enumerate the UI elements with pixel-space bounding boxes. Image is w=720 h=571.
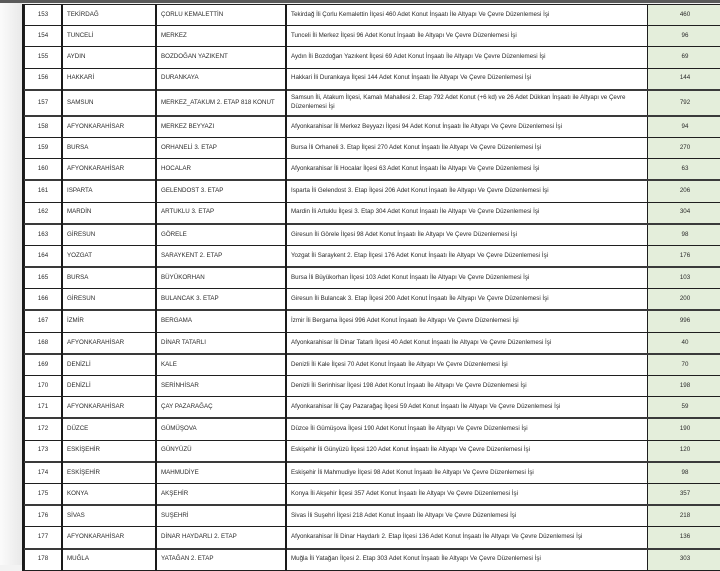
row-number-cell: 169: [25, 354, 63, 376]
district-cell: SERİNHİSAR: [156, 376, 286, 397]
row-number-cell: 168: [25, 332, 63, 354]
city-cell: AFYONKARAHİSAR: [62, 527, 156, 549]
district-cell: MERKEZ BEYYAZI: [156, 116, 286, 138]
row-number-cell: 165: [25, 267, 63, 289]
housing-count-cell: 996: [648, 310, 720, 332]
table-row: [25, 418, 720, 440]
district-cell: GELENDOST 3. ETAP: [156, 180, 286, 202]
district-cell: ÇORLU KEMALETTİN: [156, 5, 286, 26]
row-number-cell: 175: [25, 483, 63, 505]
table-row: [25, 440, 720, 462]
table-row: [25, 68, 720, 90]
description-cell: Eskişehir İli Mahmudiye İlçesi 98 Adet Konut İnşaatı İle Altyapı Ve Çevre Düzenlemesi İşi: [286, 462, 648, 484]
row-number-cell: 173: [25, 440, 63, 462]
city-cell: AFYONKARAHİSAR: [62, 159, 156, 181]
description-cell: Düzce İli Gümüşova İlçesi 190 Adet Konut İnşaatı İle Altyapı Ve Çevre Düzenlemesi İşi: [286, 418, 648, 440]
housing-count-cell: 40: [648, 332, 720, 354]
row-number-cell: 174: [25, 462, 63, 484]
district-cell: SARAYKENT 2. ETAP: [156, 245, 286, 267]
city-cell: AFYONKARAHİSAR: [62, 397, 156, 419]
table-row: [25, 289, 720, 311]
district-cell: AKŞEHİR: [156, 483, 286, 505]
row-number-cell: 156: [25, 68, 63, 90]
row-number-cell: 167: [25, 310, 63, 332]
description-cell: Bursa İli Büyükorhan İlçesi 103 Adet Konut İnşaatı İle Altyapı Ve Çevre Düzenlemesi İşi: [286, 267, 648, 289]
city-cell: KONYA: [62, 483, 156, 505]
table-row: [25, 310, 720, 332]
description-cell: Afyonkarahisar İli Merkez Beyyazı İlçesi 94 Adet Konut İnşaatı İle Altyapı Ve Çevre Düzenlemesi İşi: [286, 116, 648, 138]
housing-count-cell: 120: [648, 440, 720, 462]
row-number-cell: 161: [25, 180, 63, 202]
district-cell: MAHMUDİYE: [156, 462, 286, 484]
city-cell: ESKİŞEHİR: [62, 440, 156, 462]
district-cell: YATAĞAN 2. ETAP: [156, 549, 286, 571]
district-cell: KALE: [156, 354, 286, 376]
housing-count-cell: 136: [648, 527, 720, 549]
city-cell: DENİZLİ: [62, 376, 156, 397]
city-cell: SAMSUN: [62, 90, 156, 116]
description-cell: Tekirdağ İli Çorlu Kemalettin İlçesi 460 Adet Konut İnşaatı İle Altyapı Ve Çevre Düzenlemesi İşi: [286, 5, 648, 26]
description-cell: Muğla İli Yatağan İlçesi 2. Etap 303 Adet Konut İnşaatı İle Altyapı Ve Çevre Düzenlemesi İşi: [286, 549, 648, 571]
housing-count-cell: 70: [648, 354, 720, 376]
row-number-cell: 178: [25, 549, 63, 571]
table-row: [25, 505, 720, 527]
table-row: [25, 245, 720, 267]
district-cell: BÜYÜKORHAN: [156, 267, 286, 289]
housing-count-cell: 103: [648, 267, 720, 289]
district-cell: GÜMÜŞOVA: [156, 418, 286, 440]
city-cell: BURSA: [62, 137, 156, 158]
city-cell: ESKİŞEHİR: [62, 462, 156, 484]
description-cell: Aydın İli Bozdoğan Yazıkent İlçesi 69 Adet Konut İnşaatı İle Altyapı Ve Çevre Düzenlemesi İşi: [286, 47, 648, 68]
city-cell: YOZGAT: [62, 245, 156, 267]
page-margin: [0, 3, 22, 565]
row-number-cell: 157: [25, 90, 63, 116]
description-cell: Mardin İli Artuklu İlçesi 3. Etap 304 Adet Konut İnşaatı İle Altyapı Ve Çevre Düzenlemesi İşi: [286, 202, 648, 224]
housing-count-cell: 59: [648, 397, 720, 419]
district-cell: ÇAY PAZARAĞAÇ: [156, 397, 286, 419]
district-cell: DURANKAYA: [156, 68, 286, 90]
table-row: [25, 332, 720, 354]
table-row: [25, 354, 720, 376]
city-cell: TEKİRDAĞ: [62, 5, 156, 26]
district-cell: DİNAR HAYDARLI 2. ETAP: [156, 527, 286, 549]
row-number-cell: 164: [25, 245, 63, 267]
description-cell: Yozgat İli Saraykent 2. Etap İlçesi 176 Adet Konut İnşaatı İle Altyapı Ve Çevre Düzenlemesi İşi: [286, 245, 648, 267]
city-cell: MUĞLA: [62, 549, 156, 571]
row-number-cell: 160: [25, 159, 63, 181]
description-cell: Giresun İli Görele İlçesi 98 Adet Konut İnşaatı İle Altyapı Ve Çevre Düzenlemesi İşi: [286, 224, 648, 246]
district-cell: SUŞEHRİ: [156, 505, 286, 527]
table-row: [25, 527, 720, 549]
city-cell: ISPARTA: [62, 180, 156, 202]
row-number-cell: 166: [25, 289, 63, 311]
description-cell: Denizli İli Kale İlçesi 70 Adet Konut İnşaatı İle Altyapı Ve Çevre Düzenlemesi İşi: [286, 354, 648, 376]
description-cell: Sivas İli Suşehri İlçesi 218 Adet Konut İnşaatı İle Altyapı Ve Çevre Düzenlemesi İşi: [286, 505, 648, 527]
housing-count-cell: 198: [648, 376, 720, 397]
housing-projects-table: [24, 4, 720, 571]
table-row: [25, 397, 720, 419]
description-cell: Afyonkarahisar İli Çay Pazarağaç İlçesi 59 Adet Konut İnşaatı İle Altyapı Ve Çevre Düzenlemesi İşi: [286, 397, 648, 419]
table-row: [25, 549, 720, 571]
row-number-cell: 177: [25, 527, 63, 549]
row-number-cell: 170: [25, 376, 63, 397]
district-cell: BOZDOĞAN YAZIKENT: [156, 47, 286, 68]
city-cell: HAKKARİ: [62, 68, 156, 90]
description-cell: Bursa İli Orhaneli 3. Etap İlçesi 270 Adet Konut İnşaatı İle Altyapı Ve Çevre Düzenlemesi İşi: [286, 137, 648, 158]
description-cell: Tunceli İli Merkez İlçesi 96 Adet Konut İnşaatı İle Altyapı Ve Çevre Düzenlemesi İşi: [286, 26, 648, 47]
table-row: [25, 180, 720, 202]
description-cell: Afyonkarahisar İli Dinar Tatarlı İlçesi 40 Adet Konut İnşaatı İle Altyapı Ve Çevre Düzenlemesi İşi: [286, 332, 648, 354]
district-cell: GÜNYÜZÜ: [156, 440, 286, 462]
city-cell: İZMİR: [62, 310, 156, 332]
table-row: [25, 137, 720, 158]
description-cell: Eskişehir İli Günyüzü İlçesi 120 Adet Konut İnşaatı İle Altyapı Ve Çevre Düzenlemesi İşi: [286, 440, 648, 462]
table-row: [25, 47, 720, 68]
row-number-cell: 171: [25, 397, 63, 419]
table-row: [25, 483, 720, 505]
row-number-cell: 153: [25, 5, 63, 26]
city-cell: AYDIN: [62, 47, 156, 68]
description-cell: Afyonkarahisar İli Dinar Haydarlı 2. Etap İlçesi 136 Adet Konut İnşaatı İle Altyapı Ve Çevre Düzenlemesi İşi: [286, 527, 648, 549]
housing-count-cell: 98: [648, 462, 720, 484]
housing-count-cell: 176: [648, 245, 720, 267]
table-row: [25, 376, 720, 397]
housing-count-cell: 69: [648, 47, 720, 68]
row-number-cell: 155: [25, 47, 63, 68]
city-cell: SİVAS: [62, 505, 156, 527]
city-cell: GİRESUN: [62, 224, 156, 246]
table-row: [25, 159, 720, 181]
housing-count-cell: 792: [648, 90, 720, 116]
table-row: [25, 116, 720, 138]
city-cell: BURSA: [62, 267, 156, 289]
table-row: [25, 462, 720, 484]
housing-count-cell: 96: [648, 26, 720, 47]
table-row: [25, 26, 720, 47]
district-cell: DİNAR TATARLI: [156, 332, 286, 354]
housing-count-cell: 303: [648, 549, 720, 571]
table-row: [25, 90, 720, 116]
housing-count-cell: 304: [648, 202, 720, 224]
description-cell: Giresun İli Bulancak 3. Etap İlçesi 200 Adet Konut İnşaatı İle Altyapı Ve Çevre Düzenlemesi İşi: [286, 289, 648, 311]
table-body: [25, 5, 720, 571]
city-cell: AFYONKARAHİSAR: [62, 332, 156, 354]
city-cell: MARDİN: [62, 202, 156, 224]
housing-count-cell: 200: [648, 289, 720, 311]
table-row: [25, 202, 720, 224]
row-number-cell: 154: [25, 26, 63, 47]
row-number-cell: 163: [25, 224, 63, 246]
city-cell: TUNCELİ: [62, 26, 156, 47]
description-cell: Denizli İli Serinhisar İlçesi 198 Adet Konut İnşaatı İle Altyapı Ve Çevre Düzenlemesi İşi: [286, 376, 648, 397]
top-edge-strip: [0, 0, 720, 3]
row-number-cell: 162: [25, 202, 63, 224]
housing-count-cell: 144: [648, 68, 720, 90]
district-cell: BULANCAK 3. ETAP: [156, 289, 286, 311]
housing-count-cell: 357: [648, 483, 720, 505]
row-number-cell: 158: [25, 116, 63, 138]
district-cell: ARTUKLU 3. ETAP: [156, 202, 286, 224]
housing-count-cell: 206: [648, 180, 720, 202]
table-row: [25, 5, 720, 26]
housing-projects-table-sheet: [22, 4, 716, 571]
district-cell: MERKEZ_ATAKUM 2. ETAP 818 KONUT: [156, 90, 286, 116]
description-cell: Hakkari İli Durankaya İlçesi 144 Adet Konut İnşaatı İle Altyapı Ve Çevre Düzenlemesi İşi: [286, 68, 648, 90]
description-cell: İzmir İli Bergama İlçesi 996 Adet Konut İnşaatı İle Altyapı Ve Çevre Düzenlemesi İşi: [286, 310, 648, 332]
description-cell: Afyonkarahisar İli Hocalar İlçesi 63 Adet Konut İnşaatı İle Altyapı Ve Çevre Düzenlemesi İşi: [286, 159, 648, 181]
housing-count-cell: 460: [648, 5, 720, 26]
table-row: [25, 224, 720, 246]
housing-count-cell: 190: [648, 418, 720, 440]
housing-count-cell: 94: [648, 116, 720, 138]
table-row: [25, 267, 720, 289]
housing-count-cell: 218: [648, 505, 720, 527]
city-cell: DÜZCE: [62, 418, 156, 440]
housing-count-cell: 63: [648, 159, 720, 181]
housing-count-cell: 98: [648, 224, 720, 246]
district-cell: HOCALAR: [156, 159, 286, 181]
row-number-cell: 176: [25, 505, 63, 527]
housing-count-cell: 270: [648, 137, 720, 158]
district-cell: BERGAMA: [156, 310, 286, 332]
city-cell: GİRESUN: [62, 289, 156, 311]
row-number-cell: 159: [25, 137, 63, 158]
description-cell: Konya İli Akşehir İlçesi 357 Adet Konut İnşaatı İle Altyapı Ve Çevre Düzenlemesi İşi: [286, 483, 648, 505]
description-cell: Isparta İli Gelendost 3. Etap İlçesi 206 Adet Konut İnşaatı İle Altyapı Ve Çevre Düzenlemesi İşi: [286, 180, 648, 202]
city-cell: AFYONKARAHİSAR: [62, 116, 156, 138]
district-cell: MERKEZ: [156, 26, 286, 47]
district-cell: GÖRELE: [156, 224, 286, 246]
city-cell: DENİZLİ: [62, 354, 156, 376]
description-cell: Samsun İli, Atakum İlçesi, Kamalı Mahallesi 2. Etap 792 Adet Konut (+6 kd) ve 26 Adet Dükkan İnşaatı ile Altyapı ve Çevre Düzenlemesi İşi: [286, 90, 648, 116]
row-number-cell: 172: [25, 418, 63, 440]
district-cell: ORHANELİ 3. ETAP: [156, 137, 286, 158]
